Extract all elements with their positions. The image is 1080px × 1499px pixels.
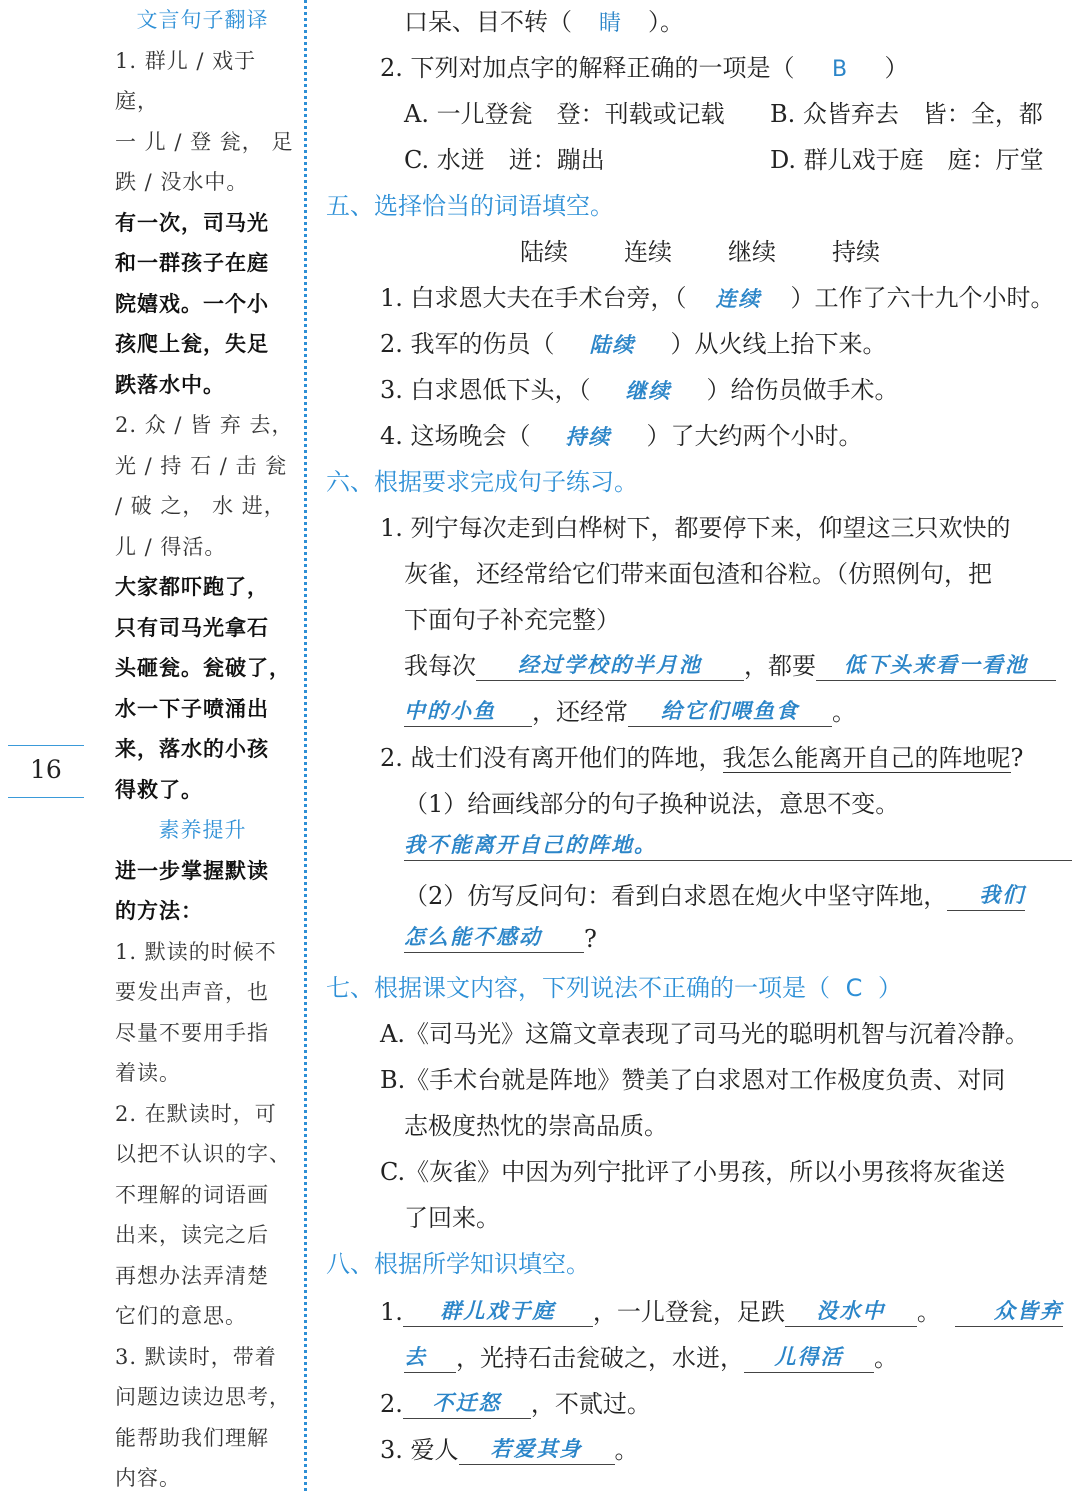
side-bold-line: 有一次，司马光 <box>115 210 269 235</box>
side-line: 1. 默读的时候不 <box>115 939 277 964</box>
section-7-option-a: A.《司马光》这篇文章表现了司马光的聪明机智与沉着冷静。 <box>380 1020 1029 1048</box>
side-bold-line: 院嬉戏。一个小 <box>115 291 269 316</box>
section-8-q1-cont: 去 ，光持石击瓮破之，水迸， 儿得活 。 <box>404 1344 898 1372</box>
answer-blank: 低下头来看一看池 <box>816 650 1056 681</box>
side-line: 2. 在默读时，可 <box>115 1101 277 1126</box>
section-6-q2: 2. 战士们没有离开他们的阵地，我怎么能离开自己的阵地呢? <box>380 744 1024 772</box>
option-d: D. 群儿戏于庭 庭：厅堂 <box>770 146 1044 174</box>
section-6-q2-part1-answer-line <box>404 830 1072 861</box>
word-option: 持续 <box>832 238 880 266</box>
answer-blank: 群儿戏于庭 <box>403 1296 593 1327</box>
section-8-q1: 1. 群儿戏于庭 ，一儿登瓮，足跌 没水中 。 众皆弃 <box>380 1298 1063 1326</box>
section-8-q2: 2. 不迁怒 ，不贰过。 <box>380 1390 651 1418</box>
section-6-q1-line: 灰雀，还经常给它们带来面包渣和谷粒。（仿照例句，把 <box>404 560 992 588</box>
side-line: 2. 众 / 皆 弃 去， <box>115 413 294 437</box>
side-line: 一 儿 / 登 瓮， 足 <box>115 129 294 154</box>
side-line: 尽量不要用手指 <box>115 1020 269 1045</box>
section-7-option-c: C.《灰雀》中因为列宁批评了小男孩，所以小男孩将灰雀送 <box>380 1158 1006 1186</box>
side-bold-line: 孩爬上瓮，失足 <box>115 332 269 356</box>
column-divider <box>304 0 307 1491</box>
word-option: 继续 <box>728 238 776 266</box>
page-number-rule-bottom <box>8 797 84 798</box>
section-6-heading: 六、根据要求完成句子练习。 <box>326 468 638 496</box>
page-number: 16 <box>30 755 62 784</box>
answer: 睛 <box>598 11 621 36</box>
side-line: 1. 群儿 / 戏于庭， <box>115 48 257 113</box>
side-bold-line: 来，落水的小孩 <box>115 737 269 761</box>
answer-blank: 儿得活 <box>744 1342 874 1373</box>
side-bold-line: 和一群孩子在庭 <box>115 251 269 275</box>
answer-blank: 去 <box>404 1342 456 1373</box>
answer: 陆续 <box>589 333 636 357</box>
side-heading-literacy: 素养提升 <box>158 818 247 842</box>
side-line: 再想办法弄清楚 <box>115 1263 269 1288</box>
side-bold-line: 大家都吓跑了， <box>115 575 269 599</box>
word-option: 陆续 <box>520 238 568 266</box>
side-line: 它们的意思。 <box>115 1304 247 1328</box>
answer: C <box>845 974 863 1002</box>
section-8-q3: 3. 爱人 若爱其身 。 <box>380 1436 639 1464</box>
section-6-fill-line2: 中的小鱼 ，还经常 给它们喂鱼食 。 <box>404 698 856 726</box>
side-line: 问题边读边思考， <box>115 1385 291 1409</box>
side-heading-translation: 文言句子翻译 <box>136 8 269 32</box>
answer-blank: 我们 <box>947 880 1025 911</box>
section-6-q2-part2-cont: 怎么能不感动 ? <box>404 922 597 953</box>
section-5-q3: 3. 白求恩低下头，（ 继续 ）给伤员做手术。 <box>380 376 899 404</box>
question-2: 2. 下列对加点字的解释正确的一项是（ B ） <box>380 54 909 82</box>
section-5-q2: 2. 我军的伤员（ 陆续 ）从火线上抬下来。 <box>380 330 887 358</box>
answer-blank: 没水中 <box>785 1296 917 1327</box>
side-line: 光 / 持 石 / 击 瓮 <box>115 453 288 478</box>
section-6-q1-line: 1. 列宁每次走到白桦树下，都要停下来，仰望这三只欢快的 <box>380 514 1011 542</box>
side-line: 以把不认识的字、 <box>115 1142 291 1166</box>
option-b: B. 众皆弃去 皆：全，都 <box>770 100 1043 128</box>
side-line: 跌 / 没水中。 <box>115 170 249 194</box>
side-bold-line: 水一下子喷涌出 <box>115 696 269 721</box>
side-line: 3. 默读时，带着 <box>115 1344 277 1369</box>
option-c: C. 水迸 迸：蹦出 <box>404 146 605 174</box>
section-5-q1: 1. 白求恩大夫在手术台旁，（ 连续 ）工作了六十九个小时。 <box>380 284 1055 312</box>
answer-blank: 不迁怒 <box>403 1388 531 1419</box>
side-line: 出来，读完之后 <box>115 1223 269 1247</box>
side-bold-line: 进一步掌握默读 <box>115 858 269 883</box>
word-option: 连续 <box>624 238 672 266</box>
answer-blank: 我不能离开自己的阵地。 <box>404 830 1072 861</box>
side-bold-line: 跌落水中。 <box>115 372 225 397</box>
answer-blank: 给它们喂鱼食 <box>628 696 832 727</box>
side-line: 要发出声音，也 <box>115 980 269 1004</box>
answer: 继续 <box>625 379 672 403</box>
side-column <box>115 0 295 1499</box>
answer-blank: 若爱其身 <box>459 1434 615 1465</box>
side-line: 儿 / 得活。 <box>115 534 227 559</box>
side-line: 能帮助我们理解 <box>115 1425 269 1450</box>
side-bold-line: 的方法： <box>115 899 203 923</box>
section-6-q2-part2: （2）仿写反问句：看到白求恩在炮火中坚守阵地， 我们 <box>404 882 1026 910</box>
section-6-q1-line: 下面句子补充完整） <box>404 606 620 634</box>
answer: B <box>831 57 848 82</box>
word-bank <box>520 232 936 267</box>
section-6-q2-part1: （1）给画线部分的句子换种说法，意思不变。 <box>404 790 900 818</box>
option-a: A. 一儿登瓮 登：刊载或记载 <box>404 100 725 128</box>
answer: 持续 <box>565 425 612 449</box>
section-6-fill-line1: 我每次 经过学校的半月池 ，都要 低下头来看一看池 <box>404 646 1056 681</box>
section-8-heading: 八、根据所学知识填空。 <box>326 1250 590 1278</box>
side-line: 不理解的词语画 <box>115 1182 269 1207</box>
page-number-rule-top <box>8 745 84 746</box>
answer-blank: 中的小鱼 <box>404 696 532 727</box>
section-7-option-c-cont: 了回来。 <box>404 1204 500 1232</box>
section-7-heading: 七、根据课文内容，下列说法不正确的一项是（ C ） <box>326 974 902 1002</box>
side-bold-line: 只有司马光拿石 <box>115 615 269 640</box>
side-line: 着读。 <box>115 1061 181 1085</box>
answer-blank: 经过学校的半月池 <box>476 650 744 681</box>
section-5-q4: 4. 这场晚会（ 持续 ）了大约两个小时。 <box>380 422 863 450</box>
side-line: 内容。 <box>115 1466 181 1490</box>
underlined-sentence: 我怎么能离开自己的阵地呢 <box>722 744 1011 772</box>
section-7-option-b-cont: 志极度热忱的崇高品质。 <box>404 1112 668 1140</box>
answer-blank: 怎么能不感动 <box>404 922 584 953</box>
answer: 连续 <box>715 287 762 311</box>
answer-blank: 众皆弃 <box>955 1296 1063 1327</box>
section-5-heading: 五、选择恰当的词语填空。 <box>326 192 614 220</box>
side-bold-line: 头砸瓮。瓮破了， <box>115 656 291 680</box>
side-bold-line: 得救了。 <box>115 777 203 802</box>
side-line: / 破 之， 水 进， <box>115 494 286 518</box>
line-idiom: 口呆、目不转（ 睛 ）。 <box>404 8 684 36</box>
section-7-option-b: B.《手术台就是阵地》赞美了白求恩对工作极度负责、对同 <box>380 1066 1006 1094</box>
